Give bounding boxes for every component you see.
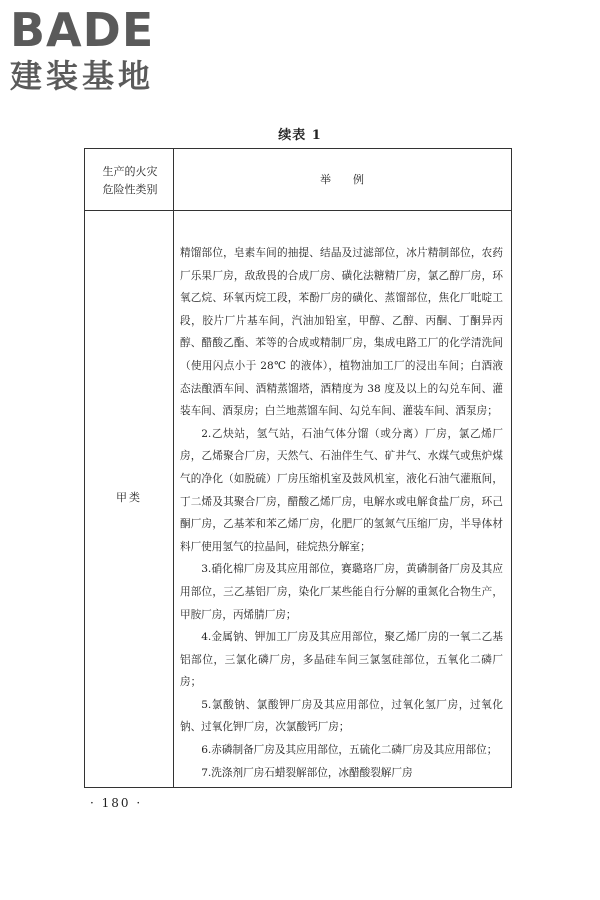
logo-subtitle: 建装基地	[10, 57, 155, 95]
header-category-line2: 危险性类别	[102, 183, 158, 196]
logo-wordmark: BADE	[10, 3, 155, 57]
example-paragraph: 3.硝化棉厂房及其应用部位，赛璐珞厂房，黄磷制备厂房及其应用部位，三乙基铝厂房，染化厂某些能自行分解的重氮化合物生产，甲胺厂房，丙烯腈厂房；	[180, 563, 503, 621]
header-divider	[85, 210, 511, 211]
table-title: 续表 1	[278, 128, 322, 143]
category-cell: 甲类	[116, 491, 142, 504]
header-category	[91, 163, 169, 199]
example-paragraph: 5.氯酸钠、氯酸钾厂房及其应用部位，过氧化氢厂房，过氧化钠、过氧化钾厂房，次氯酸钙厂房；	[180, 698, 503, 734]
header-category-line1: 生产的火灾	[102, 165, 158, 178]
page-number: · 180 ·	[90, 796, 143, 810]
logo	[10, 3, 180, 95]
example-paragraph: 精馏部位，皂素车间的抽提、结晶及过滤部位，冰片精制部位，农药厂乐果厂房，敌敌畏的合成厂房、磺化法糖精厂房，氯乙醇厂房，环氧乙烷、环氧丙烷工段，苯酚厂房的磺化、蒸馏部位，焦化厂吡啶工段，胶片厂片基车间，汽油加铅室，甲醇、乙醇、丙酮、丁酮异丙醇、醋酸乙酯、苯等的合成或精制厂房，集成电路工厂的化学清洗间（使用闪点小于 28℃ 的液体），植物油加工厂的浸出车间；白酒液态法酿酒车间、酒精蒸馏塔，酒精度为 38 度及以上的勾兑车间、灌装车间、酒泵房；白兰地蒸馏车间、勾兑车间、灌装车间、酒泵房；	[180, 247, 503, 418]
column-divider	[173, 149, 174, 787]
example-paragraph: 2.乙炔站，氢气站，石油气体分馏（或分离）厂房，氯乙烯厂房，乙烯聚合厂房，天然气、石油伴生气、矿井气、水煤气或焦炉煤气的净化（如脱硫）厂房压缩机室及鼓风机室，液化石油气灌瓶间，丁二烯及其聚合厂房，醋酸乙烯厂房，电解水或电解食盐厂房，环己酮厂房，乙基苯和苯乙烯厂房，化肥厂的氢氮气压缩厂房，半导体材料厂使用氢气的拉晶间，硅烷热分解室；	[180, 427, 503, 553]
example-paragraph: 7.洗涤剂厂房石蜡裂解部位，冰醋酸裂解厂房	[201, 766, 413, 779]
examples-cell	[180, 242, 503, 784]
fire-hazard-table	[84, 148, 512, 788]
header-examples: 举例	[320, 173, 386, 186]
example-paragraph: 6.赤磷制备厂房及其应用部位，五硫化二磷厂房及其应用部位；	[201, 744, 498, 757]
example-paragraph: 4.金属钠、钾加工厂房及其应用部位，聚乙烯厂房的一氧二乙基铝部位，三氯化磷厂房，多晶硅车间三氯氢硅部位，五氧化二磷厂房；	[180, 631, 503, 689]
